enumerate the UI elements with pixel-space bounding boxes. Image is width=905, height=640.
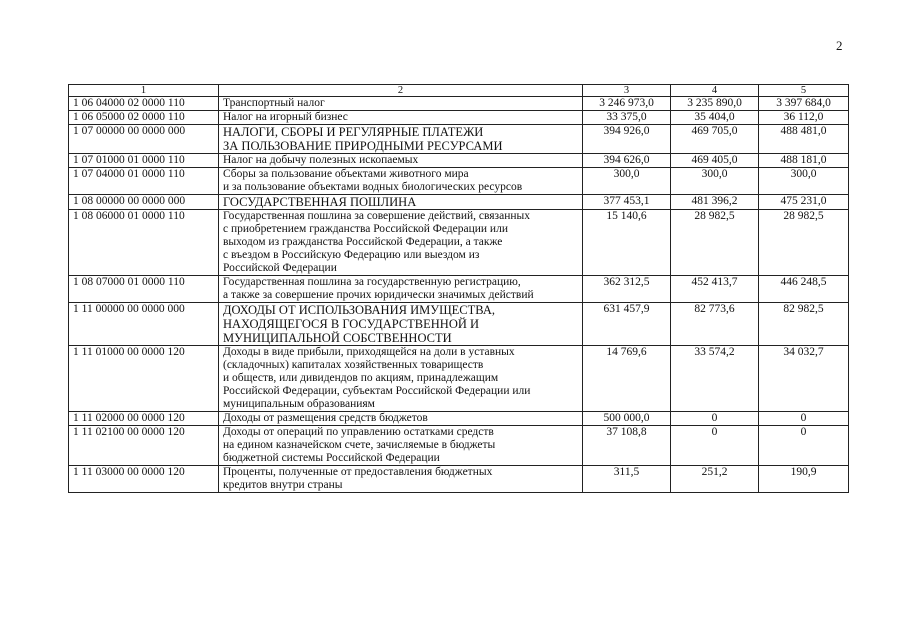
budget-classification-code: 1 08 07000 01 0000 110 — [69, 276, 219, 303]
amount-v5: 36 112,0 — [759, 111, 849, 125]
table-body — [69, 85, 849, 493]
revenue-name-line: с приобретением гражданства Российской Федерации или — [223, 223, 508, 235]
column-number: 4 — [671, 85, 759, 97]
amount-v3: 631 457,9 — [583, 303, 671, 346]
budget-classification-code: 1 07 00000 00 0000 000 — [69, 125, 219, 154]
table-row — [69, 276, 849, 303]
amount-v5: 34 032,7 — [759, 346, 849, 412]
amount-v5: 3 397 684,0 — [759, 97, 849, 111]
column-number: 1 — [69, 85, 219, 97]
revenue-name-line: Транспортный налог — [223, 97, 325, 109]
revenue-name-line: ГОСУДАРСТВЕННАЯ ПОШЛИНА — [223, 195, 417, 209]
table-row — [69, 111, 849, 125]
revenue-name-line: НАЛОГИ, СБОРЫ И РЕГУЛЯРНЫЕ ПЛАТЕЖИ — [223, 125, 484, 139]
revenue-name-line: на едином казначейском счете, зачисляемые в бюджеты — [223, 439, 496, 451]
amount-v4: 33 574,2 — [671, 346, 759, 412]
table-row — [69, 412, 849, 426]
amount-v5: 28 982,5 — [759, 210, 849, 276]
amount-v4: 3 235 890,0 — [671, 97, 759, 111]
amount-v3: 33 375,0 — [583, 111, 671, 125]
amount-v3: 311,5 — [583, 466, 671, 493]
table-row — [69, 210, 849, 276]
amount-v3: 362 312,5 — [583, 276, 671, 303]
table-row — [69, 303, 849, 346]
revenue-name — [219, 154, 583, 168]
budget-classification-code: 1 08 00000 00 0000 000 — [69, 195, 219, 210]
amount-v4: 35 404,0 — [671, 111, 759, 125]
revenue-name-line: с въездом в Российскую Федерацию или выездом из — [223, 249, 480, 261]
revenue-name-line: Налог на добычу полезных ископаемых — [223, 154, 419, 166]
revenue-name — [219, 466, 583, 493]
amount-v5: 488 481,0 — [759, 125, 849, 154]
amount-v4: 452 413,7 — [671, 276, 759, 303]
amount-v3: 394 626,0 — [583, 154, 671, 168]
table-row — [69, 125, 849, 154]
page-number: 2 — [836, 38, 843, 53]
revenue-name-line: Доходы в виде прибыли, приходящейся на доли в уставных — [223, 346, 515, 358]
table-row — [69, 195, 849, 210]
table-row — [69, 154, 849, 168]
budget-classification-code: 1 07 04000 01 0000 110 — [69, 168, 219, 195]
revenue-name — [219, 195, 583, 210]
revenue-name-line: Проценты, полученные от предоставления бюджетных — [223, 466, 493, 478]
table-row — [69, 466, 849, 493]
revenue-name — [219, 111, 583, 125]
revenue-name — [219, 168, 583, 195]
revenue-name-line: ЗА ПОЛЬЗОВАНИЕ ПРИРОДНЫМИ РЕСУРСАМИ — [223, 139, 503, 153]
table-row — [69, 426, 849, 466]
revenue-name — [219, 412, 583, 426]
revenue-name-line: МУНИЦИПАЛЬНОЙ СОБСТВЕННОСТИ — [223, 331, 452, 345]
amount-v4: 469 705,0 — [671, 125, 759, 154]
revenue-name-line: Государственная пошлина за государственную регистрацию, — [223, 276, 521, 288]
revenue-name-line: НАХОДЯЩЕГОСЯ В ГОСУДАРСТВЕННОЙ И — [223, 317, 480, 331]
budget-classification-code: 1 11 02100 00 0000 120 — [69, 426, 219, 466]
revenue-name-line: Налог на игорный бизнес — [223, 111, 348, 123]
revenue-name-line: ДОХОДЫ ОТ ИСПОЛЬЗОВАНИЯ ИМУЩЕСТВА, — [223, 303, 495, 317]
column-number: 5 — [759, 85, 849, 97]
revenue-name-line: Российской Федерации — [223, 262, 337, 274]
amount-v4: 0 — [671, 426, 759, 466]
revenue-name-line: кредитов внутри страны — [223, 479, 343, 491]
budget-classification-code: 1 11 03000 00 0000 120 — [69, 466, 219, 493]
column-number-row — [69, 85, 849, 97]
revenue-name — [219, 97, 583, 111]
revenue-name-line: Доходы от размещения средств бюджетов — [223, 412, 428, 424]
revenue-name-line: Доходы от операций по управлению остатками средств — [223, 426, 494, 438]
revenue-name — [219, 346, 583, 412]
revenue-name — [219, 276, 583, 303]
column-number: 2 — [219, 85, 583, 97]
table-row — [69, 97, 849, 111]
amount-v5: 300,0 — [759, 168, 849, 195]
amount-v3: 3 246 973,0 — [583, 97, 671, 111]
revenue-name — [219, 210, 583, 276]
revenue-name-line: (складочных) капиталах хозяйственных товариществ — [223, 359, 484, 371]
revenue-name-line: выходом из гражданства Российской Федерации, а также — [223, 236, 503, 248]
amount-v4: 481 396,2 — [671, 195, 759, 210]
amount-v3: 377 453,1 — [583, 195, 671, 210]
amount-v5: 488 181,0 — [759, 154, 849, 168]
amount-v5: 190,9 — [759, 466, 849, 493]
amount-v3: 500 000,0 — [583, 412, 671, 426]
budget-classification-code: 1 07 01000 01 0000 110 — [69, 154, 219, 168]
amount-v3: 394 926,0 — [583, 125, 671, 154]
revenue-name-line: а также за совершение прочих юридически значимых действий — [223, 289, 534, 301]
amount-v4: 82 773,6 — [671, 303, 759, 346]
revenue-name-line: и за пользование объектами водных биологических ресурсов — [223, 181, 523, 193]
budget-classification-code: 1 11 02000 00 0000 120 — [69, 412, 219, 426]
budget-classification-code: 1 06 04000 02 0000 110 — [69, 97, 219, 111]
revenue-name — [219, 426, 583, 466]
amount-v4: 469 405,0 — [671, 154, 759, 168]
amount-v3: 300,0 — [583, 168, 671, 195]
revenue-name-line: и обществ, или дивидендов по акциям, принадлежащим — [223, 372, 499, 384]
amount-v5: 0 — [759, 426, 849, 466]
table-row — [69, 346, 849, 412]
amount-v3: 14 769,6 — [583, 346, 671, 412]
budget-classification-code: 1 11 00000 00 0000 000 — [69, 303, 219, 346]
amount-v5: 0 — [759, 412, 849, 426]
amount-v4: 251,2 — [671, 466, 759, 493]
amount-v3: 37 108,8 — [583, 426, 671, 466]
amount-v4: 0 — [671, 412, 759, 426]
budget-classification-code: 1 08 06000 01 0000 110 — [69, 210, 219, 276]
table-row — [69, 168, 849, 195]
amount-v5: 82 982,5 — [759, 303, 849, 346]
budget-classification-code: 1 06 05000 02 0000 110 — [69, 111, 219, 125]
amount-v4: 300,0 — [671, 168, 759, 195]
revenue-name-line: бюджетной системы Российской Федерации — [223, 452, 440, 464]
amount-v4: 28 982,5 — [671, 210, 759, 276]
budget-classification-code: 1 11 01000 00 0000 120 — [69, 346, 219, 412]
column-number: 3 — [583, 85, 671, 97]
revenue-name-line: Государственная пошлина за совершение действий, связанных — [223, 210, 530, 222]
amount-v3: 15 140,6 — [583, 210, 671, 276]
revenue-name-line: Российской Федерации, субъектам Российской Федерации или — [223, 385, 531, 397]
amount-v5: 446 248,5 — [759, 276, 849, 303]
revenue-name — [219, 125, 583, 154]
revenue-name-line: Сборы за пользование объектами животного мира — [223, 168, 469, 180]
budget-revenue-table — [68, 84, 849, 493]
revenue-name-line: муниципальным образованиям — [223, 398, 375, 410]
amount-v5: 475 231,0 — [759, 195, 849, 210]
revenue-name — [219, 303, 583, 346]
